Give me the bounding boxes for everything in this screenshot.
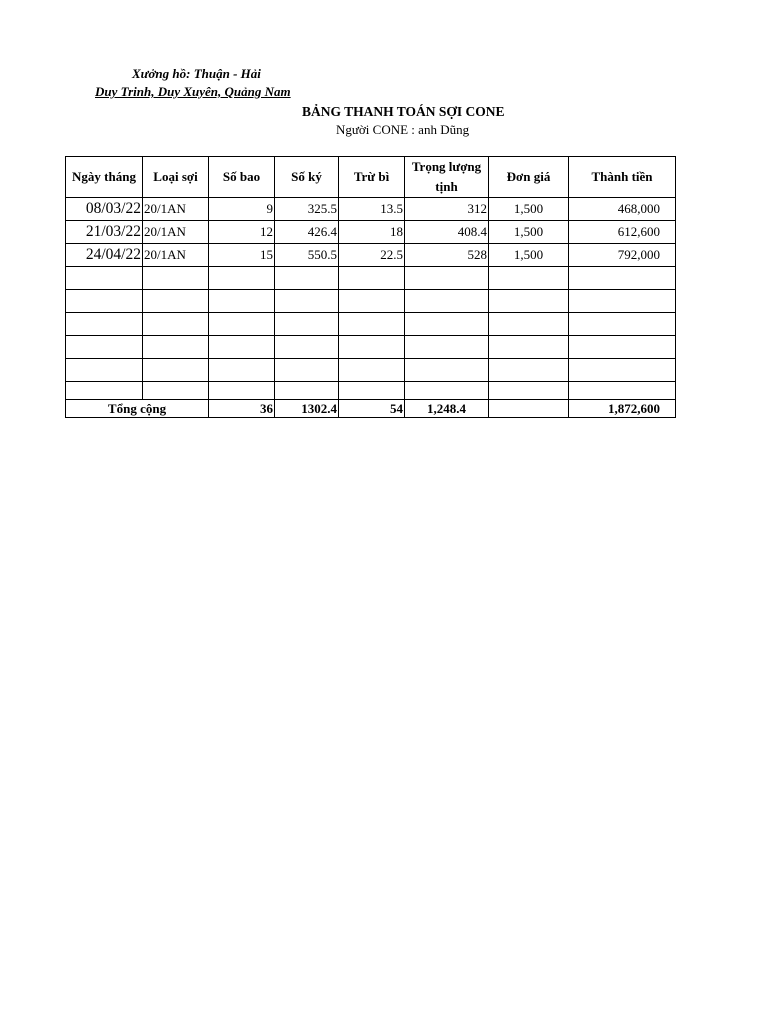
column-header-bags: Số bao xyxy=(209,157,275,198)
cell-amount: 468,000 xyxy=(569,198,676,221)
cell-bags: 12 xyxy=(209,221,275,244)
column-header-tare: Trừ bì xyxy=(339,157,405,198)
table-row xyxy=(66,221,676,244)
workshop-address: Duy Trinh, Duy Xuyên, Quảng Nam xyxy=(95,84,291,99)
column-header-unit-price: Đơn giá xyxy=(489,157,569,198)
column-header-date: Ngày tháng xyxy=(66,157,143,198)
empty-row xyxy=(66,267,676,290)
empty-row xyxy=(66,382,676,400)
cell-yarn-type: 20/1AN xyxy=(143,221,209,244)
table-row xyxy=(66,244,676,267)
cell-unit-price: 1,500 xyxy=(489,198,569,221)
total-label: Tổng cộng xyxy=(66,400,209,418)
total-kg: 1302.4 xyxy=(275,400,339,418)
cell-net-weight: 312 xyxy=(405,198,489,221)
total-tare: 54 xyxy=(339,400,405,418)
column-header-kg: Số ký xyxy=(275,157,339,198)
cell-kg: 550.5 xyxy=(275,244,339,267)
total-net-weight: 1,248.4 xyxy=(405,400,489,418)
cell-tare: 13.5 xyxy=(339,198,405,221)
cell-bags: 9 xyxy=(209,198,275,221)
cell-amount: 792,000 xyxy=(569,244,676,267)
cell-date: 08/03/22 xyxy=(66,198,143,221)
table-row xyxy=(66,198,676,221)
cell-tare: 18 xyxy=(339,221,405,244)
cell-kg: 426.4 xyxy=(275,221,339,244)
cell-yarn-type: 20/1AN xyxy=(143,198,209,221)
total-bags: 36 xyxy=(209,400,275,418)
column-header-amount: Thành tiền xyxy=(569,157,676,198)
document-subtitle: Người CONE : anh Dũng xyxy=(336,122,470,137)
column-header-net-weight: Trọng lượng tịnh xyxy=(405,157,489,198)
empty-row xyxy=(66,313,676,336)
cell-kg: 325.5 xyxy=(275,198,339,221)
empty-row xyxy=(66,336,676,359)
cell-bags: 15 xyxy=(209,244,275,267)
cell-unit-price: 1,500 xyxy=(489,244,569,267)
cell-date: 21/03/22 xyxy=(66,221,143,244)
total-amount: 1,872,600 xyxy=(569,400,676,418)
cell-yarn-type: 20/1AN xyxy=(143,244,209,267)
workshop-name: Xưởng hồ: Thuận - Hải xyxy=(132,66,261,81)
cell-net-weight: 528 xyxy=(405,244,489,267)
payment-table xyxy=(65,156,676,418)
table-header-row xyxy=(66,157,676,198)
cell-date: 24/04/22 xyxy=(66,244,143,267)
total-unit-price-empty xyxy=(489,400,569,418)
cell-amount: 612,600 xyxy=(569,221,676,244)
cell-tare: 22.5 xyxy=(339,244,405,267)
total-row xyxy=(66,400,676,418)
empty-row xyxy=(66,290,676,313)
cell-net-weight: 408.4 xyxy=(405,221,489,244)
cell-unit-price: 1,500 xyxy=(489,221,569,244)
empty-row xyxy=(66,359,676,382)
document-title: BẢNG THANH TOÁN SỢI CONE xyxy=(302,104,505,119)
column-header-yarn-type: Loại sợi xyxy=(143,157,209,198)
